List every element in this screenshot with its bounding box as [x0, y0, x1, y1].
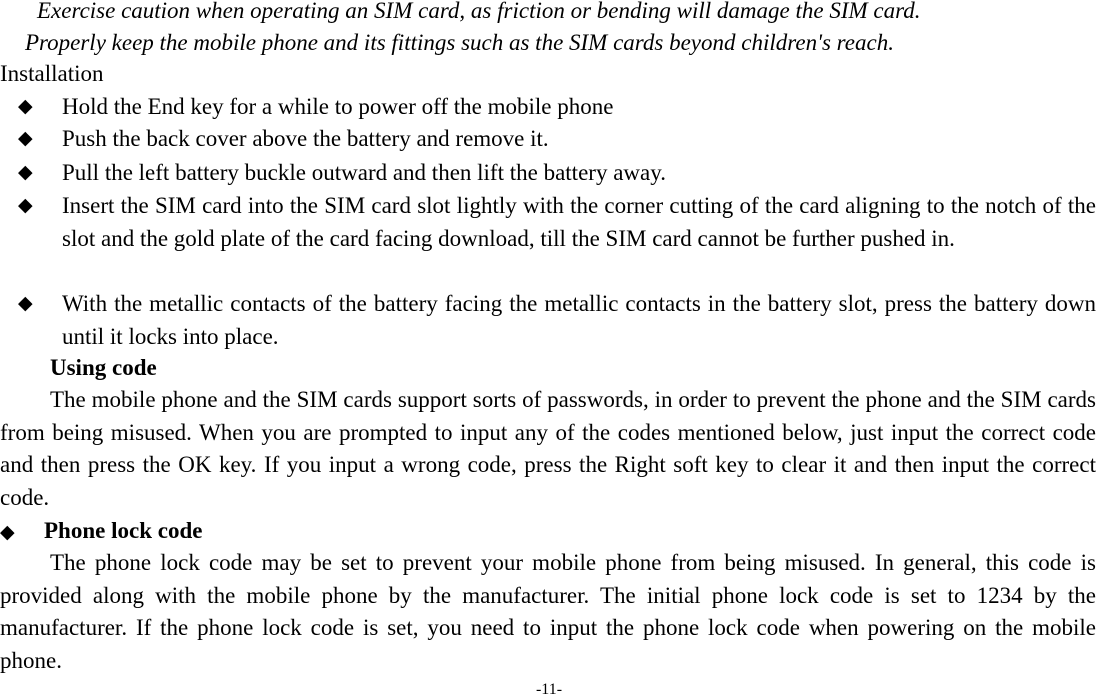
using-code-heading: Using code	[50, 355, 157, 380]
page-number: -11-	[535, 681, 563, 698]
diamond-bullet-icon: ◆	[18, 96, 33, 117]
phone-lock-heading-row	[0, 515, 202, 549]
diamond-bullet-icon: ◆	[18, 128, 33, 149]
installation-item-text: Insert the SIM card into the SIM card slot lightly with the corner cutting of the card aligning to the notch of the slot and the gold plate of the card facing download, till the SIM card cannot be further pushed in.	[62, 193, 1096, 251]
installation-item-5	[18, 288, 1096, 353]
caution-line-1: Exercise caution when operating an SIM card, as friction or bending will damage the SIM card.	[37, 0, 921, 23]
installation-item-4	[18, 190, 1096, 255]
caution-line-2: Properly keep the mobile phone and its fittings such as the SIM cards beyond children's reach.	[25, 30, 894, 55]
installation-item-text: Hold the End key for a while to power off the mobile phone	[62, 94, 614, 119]
phone-lock-heading: Phone lock code	[44, 518, 203, 543]
installation-item-2	[18, 123, 1096, 156]
installation-item-text: Pull the left battery buckle outward and then lift the battery away.	[62, 160, 666, 185]
diamond-bullet-icon: ◆	[18, 293, 33, 314]
using-code-paragraph: The mobile phone and the SIM cards support sorts of passwords, in order to prevent the phone and the SIM cards from being misused. When you are prompted to input any of the codes mentioned below, just input the correct code and then press the OK key. If you input a wrong code, press the Right soft key to clear it and then input the correct code.	[0, 387, 1096, 510]
diamond-bullet-icon: ◆	[18, 195, 33, 216]
installation-item-text: With the metallic contacts of the battery facing the metallic contacts in the battery slot, press the battery down until it locks into place.	[62, 291, 1096, 349]
phone-lock-paragraph: The phone lock code may be set to prevent your mobile phone from being misused. In general, this code is provided along with the mobile phone by the manufacturer. The initial phone lock code is set to 1234 by the manufacturer. If the phone lock code is set, you need to input the phone lock code when powering on the mobile phone.	[0, 550, 1096, 673]
diamond-bullet-icon: ◆	[0, 522, 15, 543]
installation-heading: Installation	[0, 61, 104, 86]
installation-item-3	[18, 157, 1096, 190]
diamond-bullet-icon: ◆	[18, 162, 33, 183]
installation-item-text: Push the back cover above the battery and remove it.	[62, 126, 549, 151]
installation-item-1	[18, 91, 1096, 124]
